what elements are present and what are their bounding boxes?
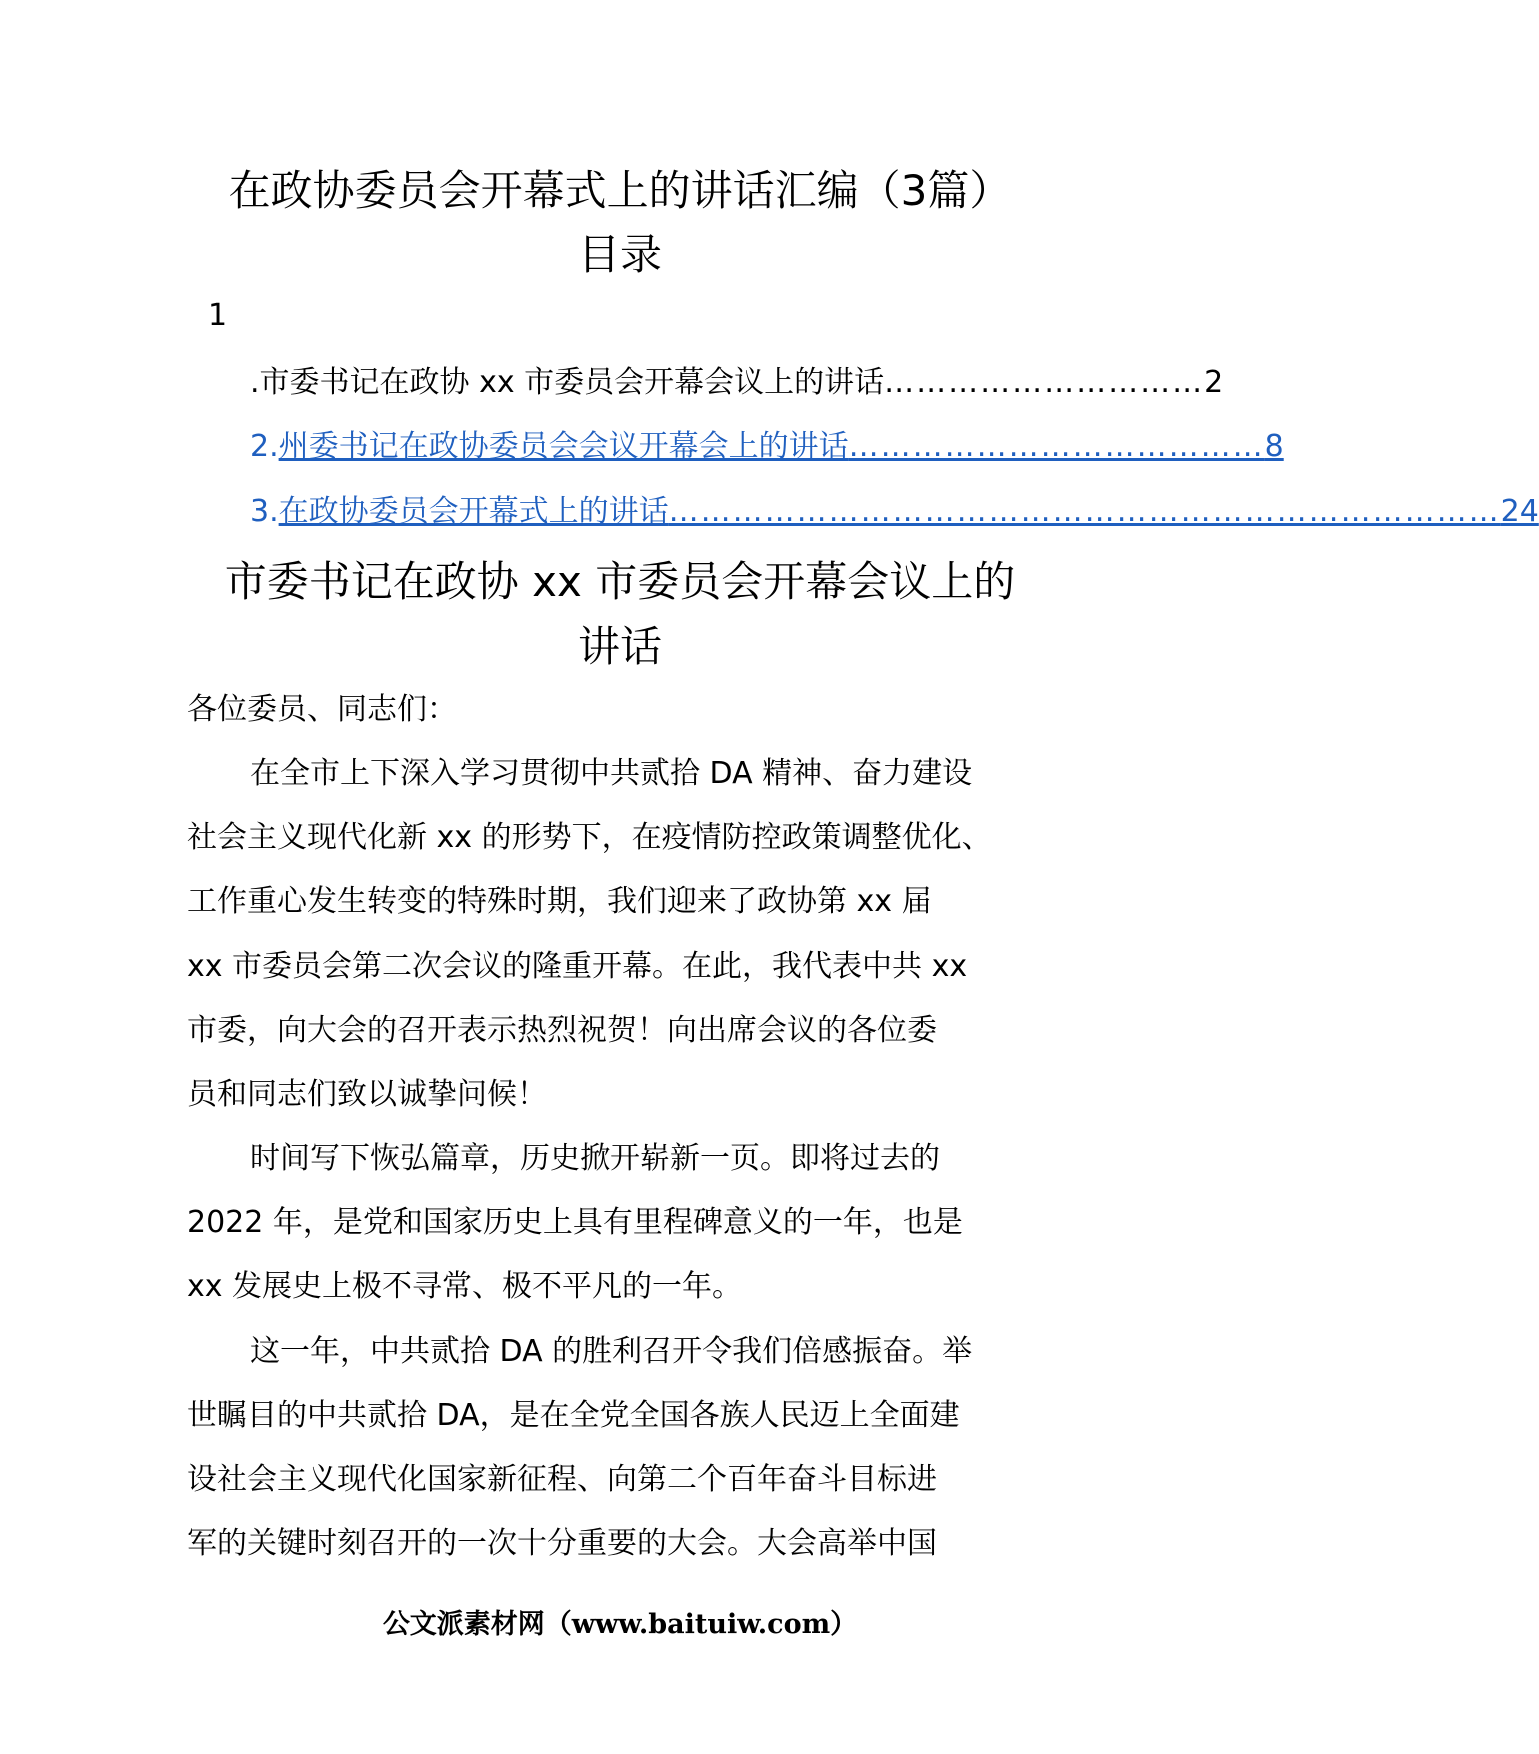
toc-heading: 目录 bbox=[577, 230, 662, 279]
paragraph-line: 社会主义现代化新 xx 的形势下，在疫情防控政策调整优化、 bbox=[187, 820, 992, 855]
toc-entry-1[interactable] bbox=[250, 365, 1224, 400]
paragraph-line: 世瞩目的中共贰拾 DA，是在全党全国各族人民迈上全面建 bbox=[187, 1398, 960, 1433]
toc-entry-page[interactable]: 8 bbox=[1264, 429, 1284, 464]
paragraph-line: 在全市上下深入学习贯彻中共贰拾 DA 精神、奋力建设 bbox=[250, 756, 973, 791]
document-title: 在政协委员会开幕式上的讲话汇编（3篇） bbox=[228, 166, 1012, 215]
paragraph-line: 市委，向大会的召开表示热烈祝贺！向出席会议的各位委 bbox=[187, 1013, 937, 1048]
paragraph-line: xx 发展史上极不寻常、极不平凡的一年。 bbox=[187, 1269, 743, 1304]
paragraph-line: 军的关键时刻召开的一次十分重要的大会。大会高举中国 bbox=[187, 1526, 937, 1561]
paragraph-line: 员和同志们致以诚挚问候！ bbox=[187, 1077, 547, 1112]
toc-number: 1 bbox=[208, 298, 228, 333]
toc-entry-page[interactable]: 24 bbox=[1500, 494, 1539, 529]
toc-entry-leader: ………………………… bbox=[884, 365, 1205, 400]
toc-entry-leader[interactable]: ………………………………… bbox=[848, 429, 1265, 464]
toc-entry-link[interactable]: 在政协委员会开幕式上的讲话 bbox=[278, 494, 669, 529]
toc-entry-link[interactable]: 州委书记在政协委员会会议开幕会上的讲话 bbox=[278, 429, 849, 464]
toc-entry-prefix: 2. bbox=[250, 429, 279, 464]
toc-entry-prefix: . bbox=[250, 365, 260, 400]
paragraph-line: 2022 年，是党和国家历史上具有里程碑意义的一年，也是 bbox=[187, 1205, 963, 1240]
toc-entry-page: 2 bbox=[1204, 365, 1224, 400]
paragraph-line: xx 市委员会第二次会议的隆重开幕。在此，我代表中共 xx bbox=[187, 949, 968, 984]
paragraph-line: 设社会主义现代化国家新征程、向第二个百年奋斗目标进 bbox=[187, 1462, 937, 1497]
section-title: 市委书记在政协 xx 市委员会开幕会议上的 bbox=[224, 557, 1016, 606]
footer-watermark: 公文派素材网（www.baituiw.com） bbox=[382, 1609, 858, 1640]
toc-entry-text: 市委书记在政协 xx 市委员会开幕会议上的讲话 bbox=[259, 365, 885, 400]
paragraph-line: 这一年，中共贰拾 DA 的胜利召开令我们倍感振奋。举 bbox=[250, 1334, 973, 1369]
toc-entry-2[interactable] bbox=[250, 429, 1284, 464]
salutation: 各位委员、同志们： bbox=[187, 692, 457, 727]
toc-entry-prefix: 3. bbox=[250, 494, 279, 529]
toc-entry-leader[interactable]: …………………………………………………………………… bbox=[668, 494, 1501, 529]
section-title-continued: 讲话 bbox=[577, 622, 662, 671]
paragraph-line: 工作重心发生转变的特殊时期，我们迎来了政协第 xx 届 bbox=[187, 884, 932, 919]
toc-entry-3[interactable] bbox=[250, 494, 1539, 529]
paragraph-line: 时间写下恢弘篇章，历史掀开崭新一页。即将过去的 bbox=[250, 1141, 940, 1176]
